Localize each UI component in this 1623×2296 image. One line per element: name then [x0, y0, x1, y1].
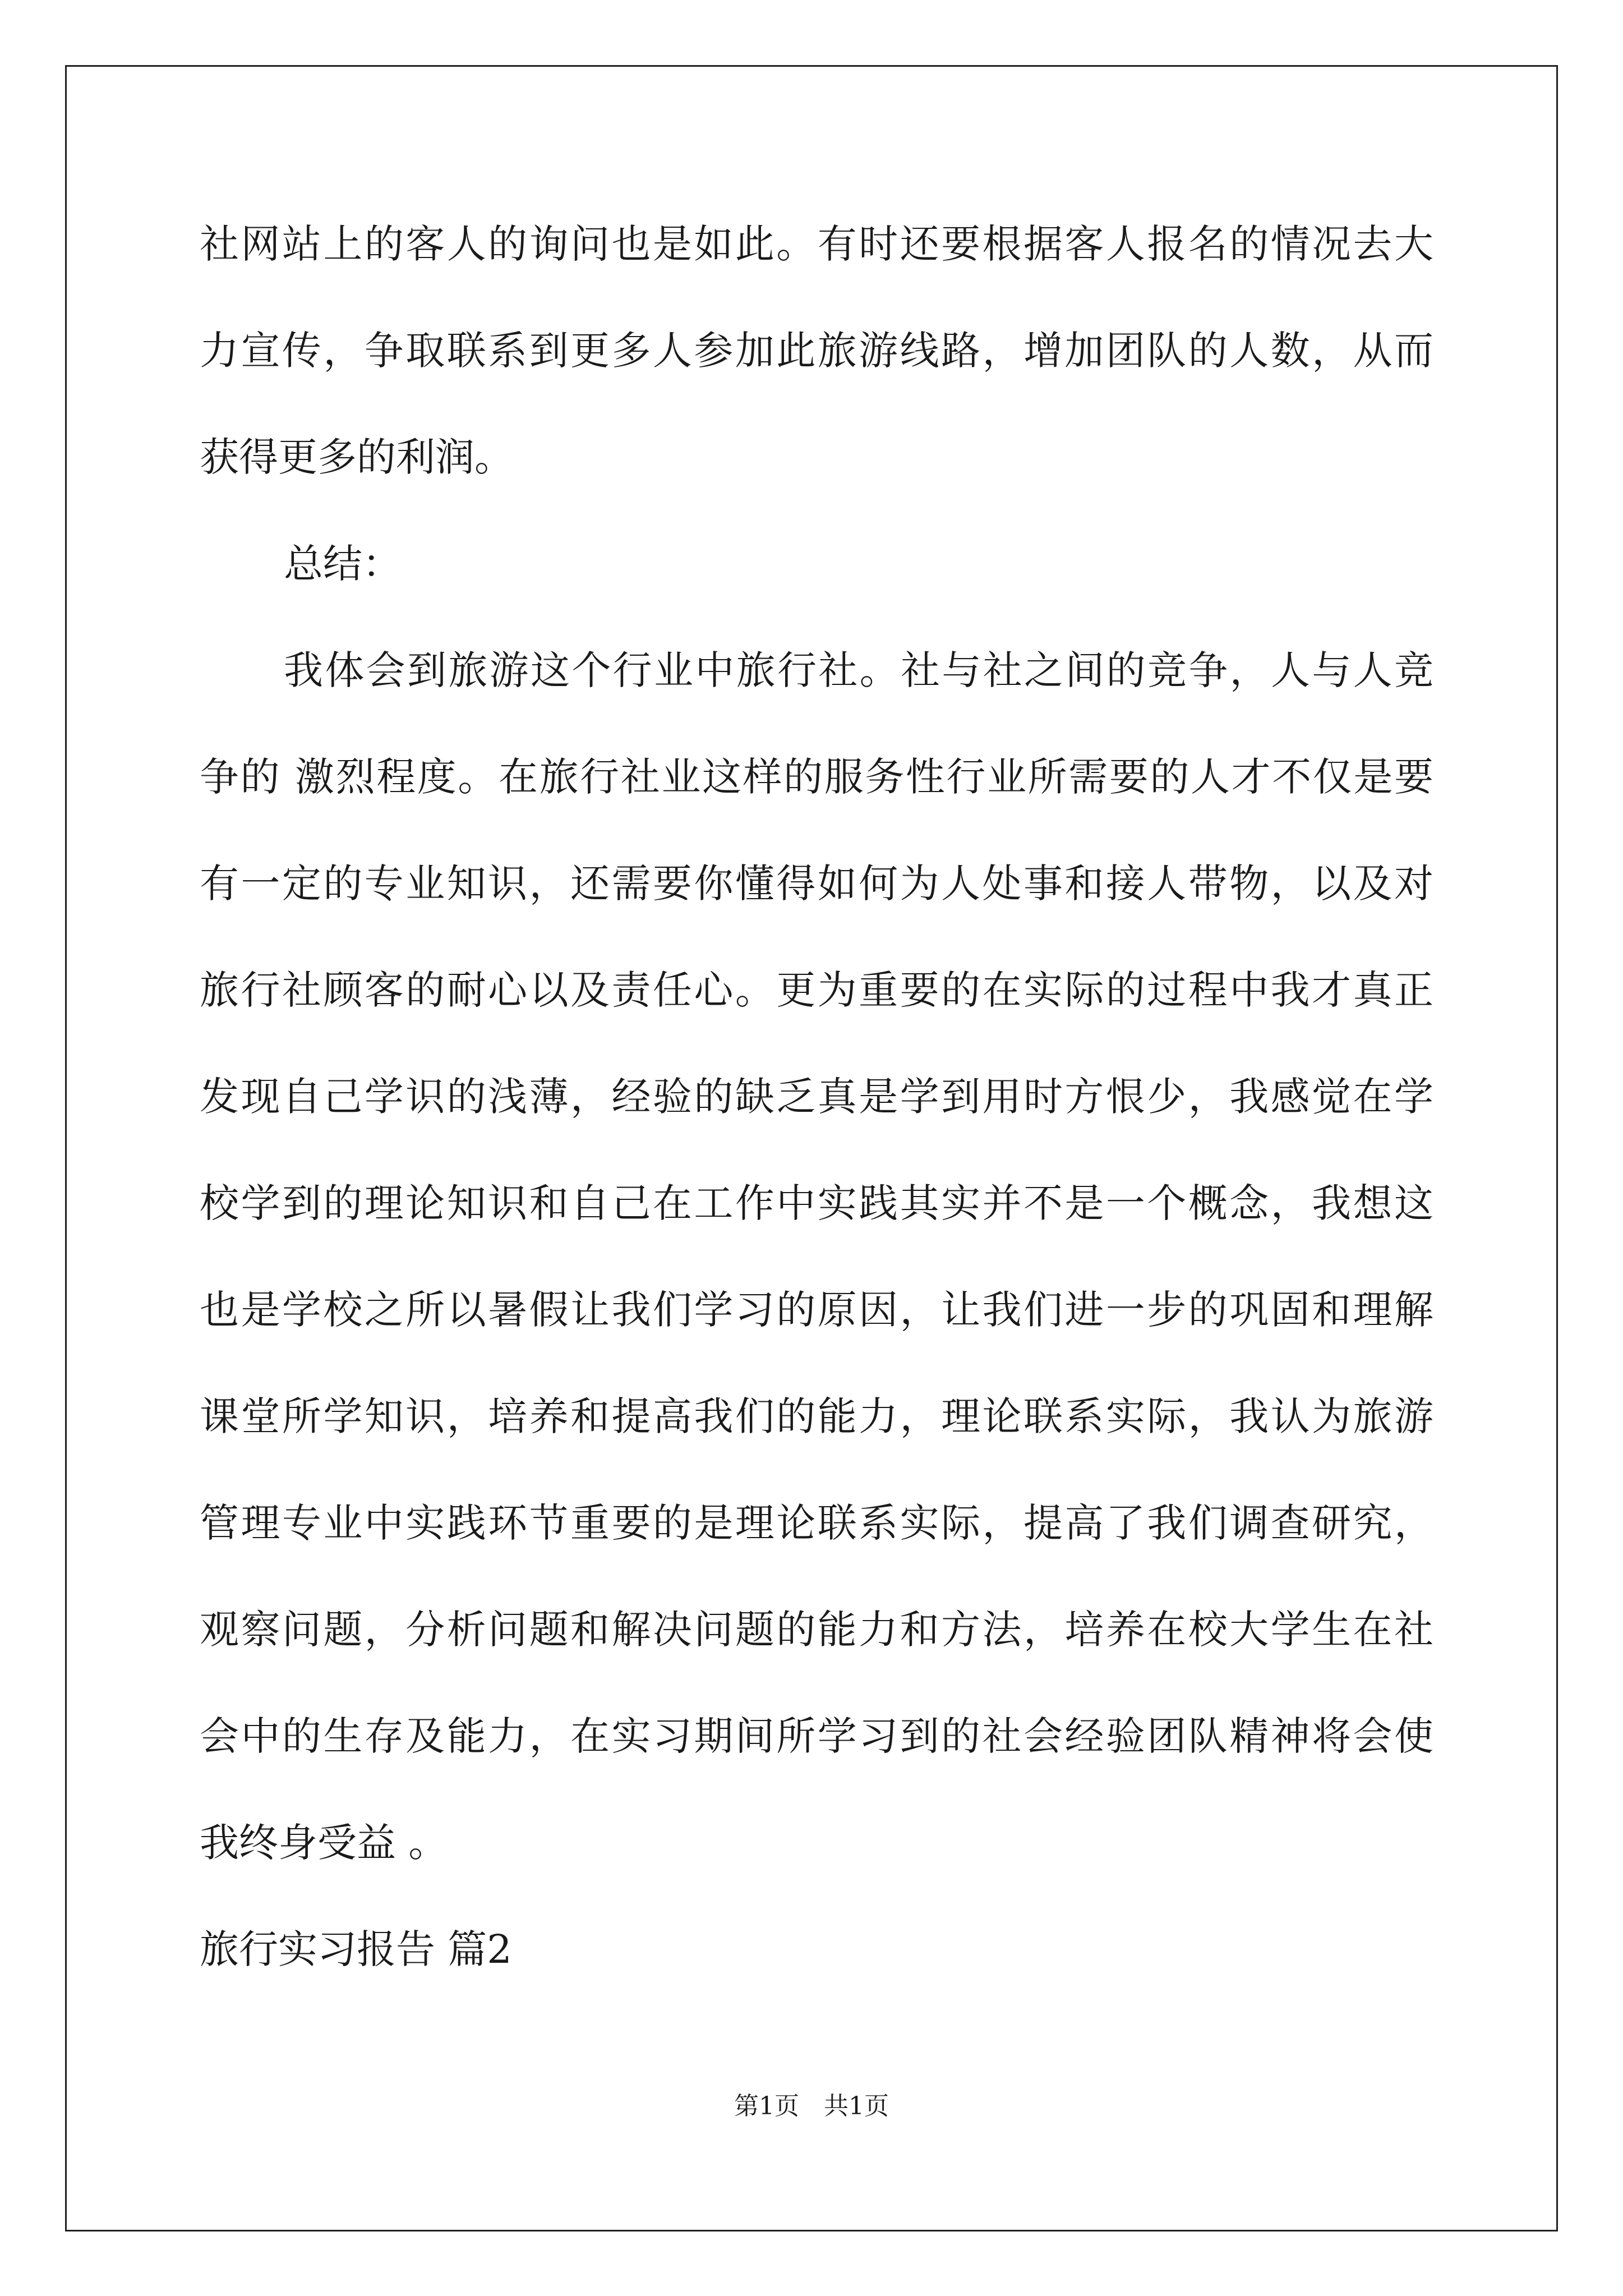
body-line-2: 力宣传，争取联系到更多人参加此旅游线路，增加团队的人数，从而 — [200, 328, 1433, 374]
body-line-8: 旅行社顾客的耐心以及责任心。更为重要的在实际的过程中我才真正 — [200, 967, 1433, 1013]
body-line-7: 有一定的专业知识，还需要你懂得如何为人处事和接人带物，以及对 — [200, 861, 1433, 907]
body-line-14: 观察问题，分析问题和解决问题的能力和方法，培养在校大学生在社 — [200, 1607, 1433, 1653]
body-line-6: 争的 激烈程度。在旅行社业这样的服务性行业所需要的人才不仅是要 — [200, 754, 1433, 800]
body-line-3: 获得更多的利润。 — [200, 434, 514, 480]
body-line-15: 会中的生存及能力，在实习期间所学习到的社会经验团队精神将会使 — [200, 1713, 1433, 1759]
summary-label: 总结： — [284, 541, 402, 587]
section-heading: 旅行实习报告 篇2 — [200, 1926, 512, 1972]
document-body — [200, 213, 1433, 2025]
body-line-12: 课堂所学知识，培养和提高我们的能力，理论联系实际，我认为旅游 — [200, 1393, 1433, 1439]
body-line-13: 管理专业中实践环节重要的是理论联系实际，提高了我们调查研究， — [200, 1500, 1433, 1546]
body-line-10: 校学到的理论知识和自己在工作中实践其实并不是一个概念，我想这 — [200, 1180, 1433, 1226]
page-footer: 第1页 共1页 — [734, 2092, 889, 2120]
body-line-11: 也是学校之所以暑假让我们学习的原因，让我们进一步的巩固和理解 — [200, 1287, 1433, 1333]
body-line-5: 我体会到旅游这个行业中旅行社。社与社之间的竞争，人与人竞 — [284, 647, 1433, 693]
body-line-9: 发现自己学识的浅薄，经验的缺乏真是学到用时方恨少，我感觉在学 — [200, 1074, 1433, 1120]
body-line-16: 我终身受益 。 — [200, 1820, 448, 1866]
body-line-1: 社网站上的客人的询问也是如此。有时还要根据客人报名的情况去大 — [200, 221, 1433, 267]
